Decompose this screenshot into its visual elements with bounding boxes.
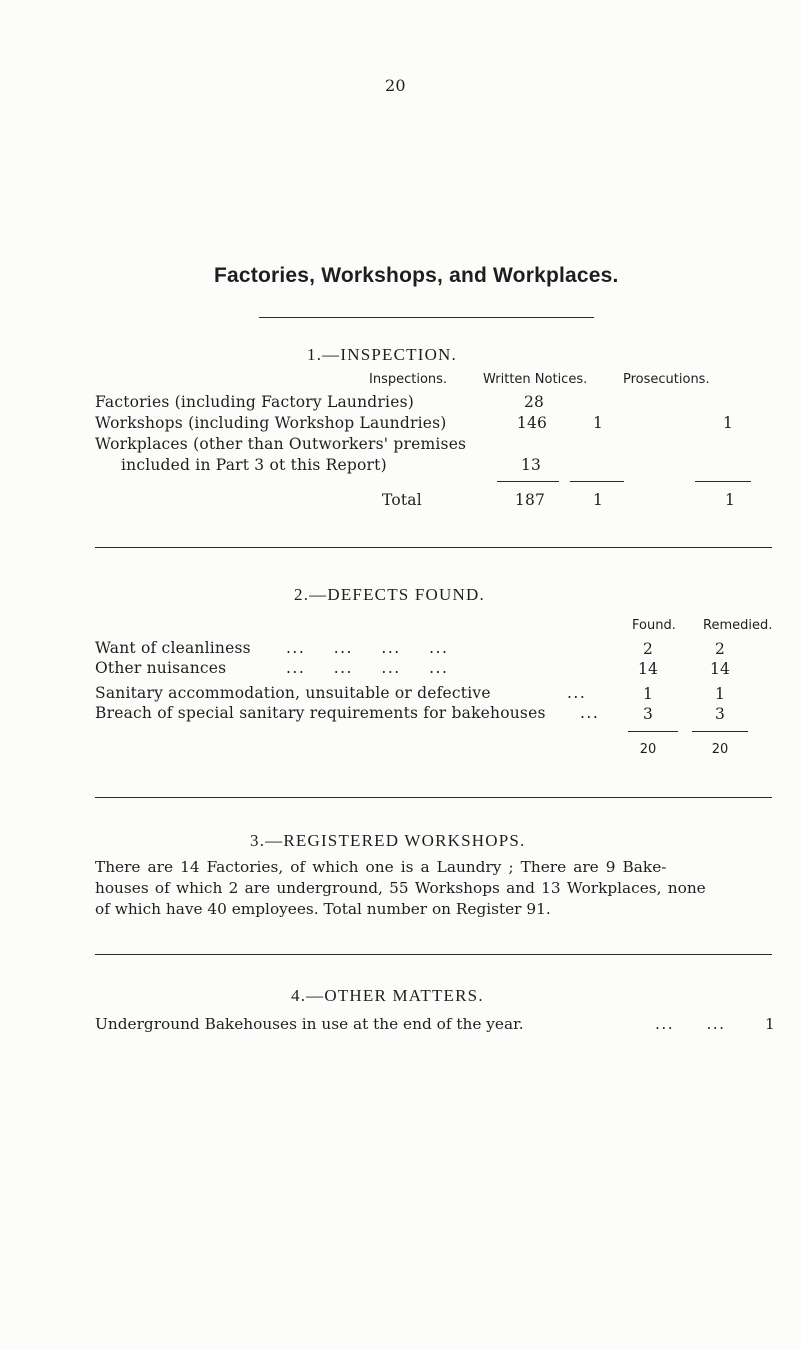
defects-row-label: Other nuisances — [95, 659, 227, 677]
inspection-row-inspections: 146 — [516, 414, 548, 432]
defects-row-found: 3 — [642, 705, 654, 723]
inspection-total-notices: 1 — [592, 491, 604, 509]
section-divider — [95, 547, 772, 548]
leader-dots: ... ... — [655, 1015, 726, 1033]
inspection-row-inspections: 13 — [520, 456, 542, 474]
defects-heading: 2.—DEFECTS FOUND. — [294, 585, 485, 604]
defects-row-remedied: 3 — [714, 705, 726, 723]
defects-total-rule — [628, 731, 678, 732]
page-title: Factories, Workshops, and Workplaces. — [214, 264, 619, 287]
inspection-total-rule — [497, 481, 559, 482]
leader-dots: ... ... ... ... — [286, 659, 449, 677]
registered-paragraph-line: of which have 40 employees. Total number on Register 91. — [95, 900, 551, 918]
other-heading: 4.—OTHER MATTERS. — [291, 986, 484, 1005]
defects-total-remedied: 20 — [711, 742, 729, 757]
defects-row-label: Sanitary accommodation, unsuitable or defective — [95, 684, 491, 702]
inspection-row-label: Workplaces (other than Outworkers' premises — [95, 435, 467, 453]
defects-row-label: Want of cleanliness — [95, 639, 251, 657]
title-rule — [259, 317, 594, 318]
defects-row-remedied: 2 — [714, 640, 726, 658]
inspection-col-inspections: Inspections. — [369, 372, 448, 387]
registered-paragraph-line: There are 14 Factories, of which one is a Laundry ; There are 9 Bake- — [95, 858, 667, 876]
inspection-row-label-continued: included in Part 3 ot this Report) — [121, 456, 387, 474]
leader-dots: ... — [567, 684, 587, 702]
inspection-total-prosecutions: 1 — [724, 491, 736, 509]
inspection-col-notices: Written Notices. — [483, 372, 588, 387]
defects-row-found: 2 — [642, 640, 654, 658]
section-divider — [95, 954, 772, 955]
defects-col-found: Found. — [632, 618, 676, 633]
inspection-total-label: Total — [382, 491, 422, 509]
registered-paragraph-line: houses of which 2 are underground, 55 Workshops and 13 Workplaces, none — [95, 879, 706, 897]
inspection-total-inspections: 187 — [514, 491, 546, 509]
defects-row-found: 14 — [637, 660, 659, 678]
inspection-row-label: Factories (including Factory Laundries) — [95, 393, 414, 411]
inspection-row-notices: 1 — [592, 414, 604, 432]
registered-heading: 3.—REGISTERED WORKSHOPS. — [250, 831, 526, 850]
section-divider — [95, 797, 772, 798]
defects-total-rule — [692, 731, 748, 732]
inspection-col-prosecutions: Prosecutions. — [623, 372, 710, 387]
inspection-total-rule — [570, 481, 624, 482]
defects-total-found: 20 — [639, 742, 657, 757]
inspection-row-label: Workshops (including Workshop Laundries) — [95, 414, 447, 432]
inspection-row-inspections: 28 — [523, 393, 545, 411]
defects-row-remedied: 14 — [709, 660, 731, 678]
leader-dots: ... — [580, 704, 600, 722]
other-item-label: Underground Bakehouses in use at the end of the year. — [95, 1015, 524, 1033]
other-item-value: 1 — [765, 1015, 775, 1033]
defects-row-remedied: 1 — [714, 685, 726, 703]
leader-dots: ... ... ... ... — [286, 639, 449, 657]
inspection-row-prosecutions: 1 — [722, 414, 734, 432]
defects-row-found: 1 — [642, 685, 654, 703]
defects-col-remedied: Remedied. — [703, 618, 773, 633]
defects-row-label: Breach of special sanitary requirements for bakehouses — [95, 704, 546, 722]
page-number: 20 — [385, 76, 406, 95]
inspection-total-rule — [695, 481, 751, 482]
inspection-heading: 1.—INSPECTION. — [307, 345, 457, 364]
